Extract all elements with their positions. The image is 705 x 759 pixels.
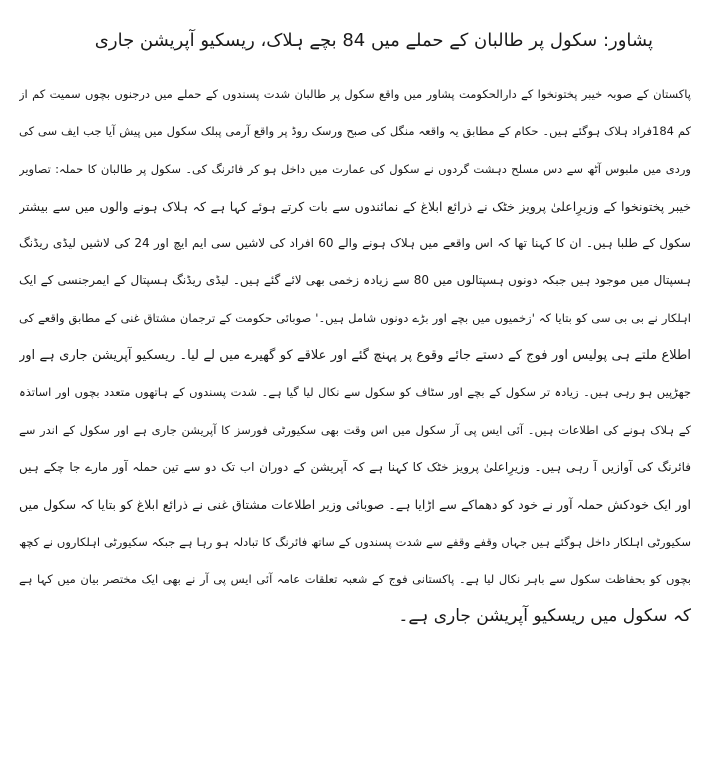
article-body [19,76,691,635]
article-line: پاکستان کے صوبہ خیبر پختونخوا کے دارالحکومت پشاور میں واقع سکول پر طالبان شدت پسندوں کے حملے میں درجنوں بچوں سمیت کم از [19,87,691,101]
article-line: سکول کے طلبا ہیں۔ ان کا کہنا تھا کہ اس واقعے میں ہلاک ہونے والے 60 افراد کی لاشیں سی ایم ایچ اور 24 کی لاشیں لیڈی ریڈنگ [19,236,691,251]
article-line: اور ایک خودکش حملہ آور نے خود کو دھماکے سے اڑایا ہے۔ صوبائی وزیر اطلاعات مشتاق غنی نے ذرائع ابلاغ کو بتایا کہ سکول میں [19,497,691,513]
article-line: کم 184فراد ہلاک ہوگئے ہیں۔ حکام کے مطابق یہ واقعہ منگل کی صبح ورسک روڈ پر واقع آرمی پبلک سکول میں پیش آیا جب ایف سی کی [19,124,691,139]
article-line: کہ سکول میں ریسکیو آپریشن جاری ہے۔ [398,606,691,627]
article-line: سکیورٹی اہلکار داخل ہوگئے ہیں جہاں وقفے وقفے سے شدت پسندوں کے ساتھ فائرنگ کا تبادلہ ہو رہا ہے جبکہ سکیورٹی اہلکاروں نے کچھ [19,534,691,549]
article-line: جھڑپیں ہو رہی ہیں۔ زیادہ تر سکول کے بچے اور سٹاف کو سکول سے نکال لیا گیا ہے۔ شدت پسندوں کے ہاتھوں متعدد بچوں اور اساتذہ [19,385,691,400]
article-line: بچوں کو بحفاظت سکول سے باہر نکال لیا ہے۔ پاکستانی فوج کے شعبہ تعلقات عامہ آئی ایس پی آر نے بھی ایک مختصر بیان میں کہا ہے [19,571,691,586]
article-line: وردی میں ملبوس آٹھ سے دس مسلح دہشت گردوں نے سکول کی عمارت میں داخل ہو کر فائرنگ کی۔ سکول پر طالبان کا حملہ: تصاویر [19,161,691,176]
article-headline: پشاور: سکول پر طالبان کے حملے میں 84 بچے ہلاک، ریسکیو آپریشن جاری [94,30,653,51]
article-line: اہلکار نے بی بی سی کو بتایا کہ 'زخمیوں میں بچے اور بڑے دونوں شامل ہیں۔' صوبائی حکومت کے ترجمان مشتاق غنی کے مطابق واقعے کی [19,310,691,325]
article-line: کے ہلاک ہونے کی اطلاعات ہیں۔ آئی ایس پی آر سکول میں اس وقت بھی سکیورٹی فورسز کا آپریشن جاری ہے اور سکول کے اندر سے [19,422,691,437]
article-line: اطلاع ملتے ہی پولیس اور فوج کے دستے جائے وقوع پر پہنچ گئے اور علاقے کو گھیرے میں لے لیا۔ ریسکیو آپریشن جاری ہے اور [19,348,691,364]
article-line: ہسپتال میں موجود ہیں جبکہ دونوں ہسپتالوں میں 80 سے زیادہ زخمی بھی لائے گئے ہیں۔ لیڈی ریڈنگ ہسپتال کے ایمرجنسی کے ایک [19,273,691,288]
article-line: خیبر پختونخوا کے وزیرِاعلیٰ پرویز خٹک نے ذرائع ابلاغ کے نمائندوں سے بات کرتے ہوئے کہا ہے کہ ہلاک ہونے والوں میں سے بیشتر [19,198,691,214]
article-line: فائرنگ کی آوازیں آ رہی ہیں۔ وزیرِاعلیٰ پرویز خٹک کا کہنا ہے کہ آپریشن کے دوران اب تک دو سے تین حملہ آور مارے جا چکے ہیں [19,459,691,474]
